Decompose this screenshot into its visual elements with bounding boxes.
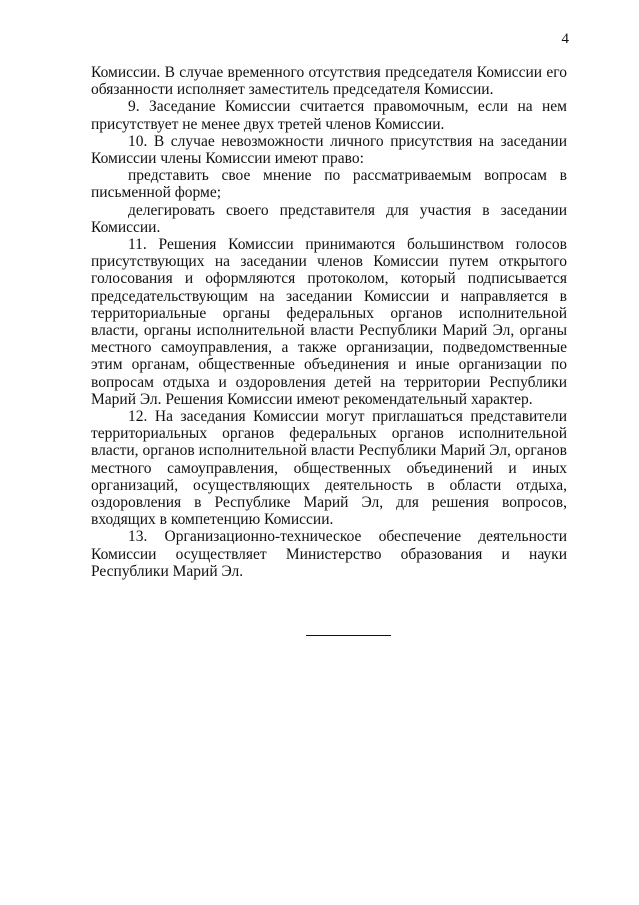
end-of-document-rule	[306, 635, 391, 636]
paragraph-item-10: 10. В случае невозможности личного присутствия на заседании Комиссии члены Комиссии имеют право:	[91, 132, 567, 168]
document-body	[91, 64, 567, 580]
paragraph-item-11: 11. Решения Комиссии принимаются большинством голосов присутствующих на заседании членов Комиссии путем открытого голосования и оформляются протоколом, который подписывается председательствующим на заседании Комиссии и направляется в территориальные органы федеральных органов исполнительной власти, органы исполнительной власти Республики Марий Эл, органы местного самоуправления, а также организации, подведомственные этим органам, общественные объединения и иные организации по вопросам отдыха и оздоровления детей на территории Республики Марий Эл. Решения Комиссии имеют рекомендательный характер.	[91, 236, 567, 408]
paragraph-continuation: Комиссии. В случае временного отсутствия председателя Комиссии его обязанности исполняет заместитель председателя Комиссии.	[91, 64, 567, 99]
paragraph-item-9: 9. Заседание Комиссии считается правомочным, если на нем присутствует не менее двух третей членов Комиссии.	[91, 98, 567, 133]
paragraph-item-12: 12. На заседания Комиссии могут приглашаться представители территориальных органов федеральных органов исполнительной власти, органов исполнительной власти Республики Марий Эл, органов местного самоуправления, общественных объединений и иных организаций, осуществляющих деятельность в области отдыха, оздоровления в Республике Марий Эл, для решения вопросов, входящих в компетенцию Комиссии.	[91, 408, 567, 529]
paragraph-item-10-option-1: представить свое мнение по рассматриваемым вопросам в письменной форме;	[91, 167, 567, 202]
page-number: 4	[561, 31, 569, 47]
paragraph-item-10-option-2: делегировать своего представителя для участия в заседании Комиссии.	[91, 201, 567, 236]
paragraph-item-13: 13. Организационно-техническое обеспечение деятельности Комиссии осуществляет Министерство образования и науки Республики Марий Эл.	[91, 528, 567, 580]
